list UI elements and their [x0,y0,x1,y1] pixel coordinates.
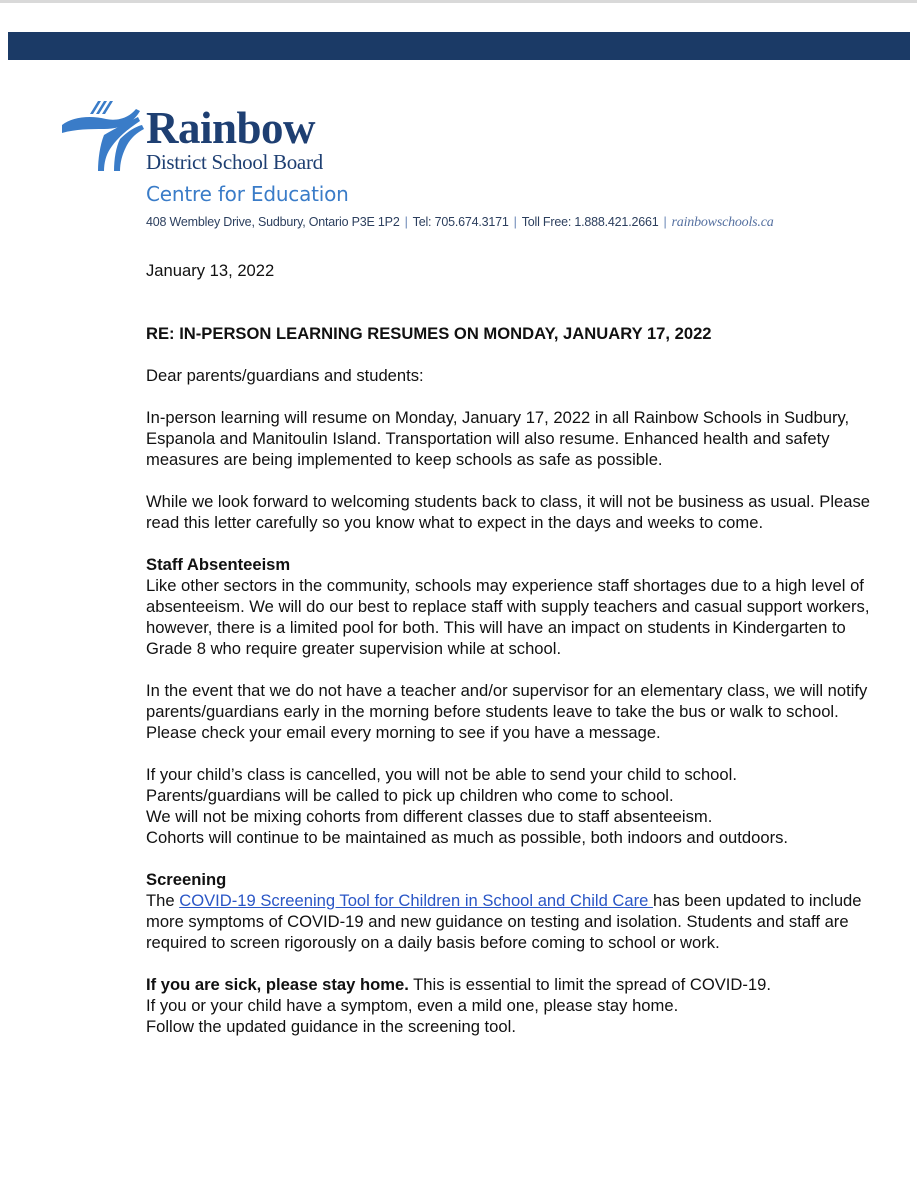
letter-subject: RE: IN-PERSON LEARNING RESUMES ON MONDAY, JANUARY 17, 2022 [146,324,712,343]
staff-line-4: Cohorts will continue to be maintained as much as possible, both indoors and outdoors. [146,828,789,847]
staff-lines [146,764,876,848]
staff-line-2: Parents/guardians will be called to pick up children who come to school. [146,786,674,805]
screening-tool-link[interactable]: COVID-19 Screening Tool for Children in School and Child Care [179,891,653,910]
rainbow-logo-icon [60,95,146,175]
paragraph-resume: In-person learning will resume on Monday, January 17, 2022 in all Rainbow Schools in Sudbury, Espanola and Manitoulin Island. Transportation will also resume. Enhanced health and safety measures are being implemented to keep schools as safe as possible. [146,408,850,469]
sick-line-3: Follow the updated guidance in the screening tool. [146,1017,516,1036]
staff-line-1: If your child’s class is cancelled, you will not be able to send your child to school. [146,765,737,784]
header-banner [8,32,910,60]
salutation: Dear parents/guardians and students: [146,366,424,385]
letter-date: January 13, 2022 [146,261,275,280]
address: 408 Wembley Drive, Sudbury, Ontario P3E 1P2 [146,215,400,229]
screening-post: has been updated to include more symptoms of COVID-19 and new guidance on testing and isolation. Students and staff are required to screen rigorously on a daily basis before coming to school or work. [146,891,862,952]
sick-bold: If you are sick, please stay home. [146,975,409,994]
org-subtitle: District School Board [146,150,323,174]
letter-body [146,260,876,1058]
toll-free: Toll Free: 1.888.421.2661 [521,215,659,229]
staff-heading: Staff Absenteeism [146,555,291,574]
website: rainbowschools.ca [671,215,774,230]
top-border [0,0,917,3]
address-line: 408 Wembley Drive, Sudbury, Ontario P3E 1P2 | Tel: 705.674.3171 | Toll Free: 1.888.421.2661 | rainbowschools.ca [146,215,774,230]
screening-pre: The [146,891,180,910]
org-logotype [146,103,323,174]
paragraph-expectations: While we look forward to welcoming students back to class, it will not be business as usual. Please read this letter carefully so you know what to expect in the days and weeks to come. [146,492,871,532]
section-staff [146,554,876,659]
staff-paragraph-2: In the event that we do not have a teacher and/or supervisor for an elementary class, we will notify parents/guardians early in the morning before students leave to take the bus or walk to school. Please check your email every morning to see if you have a message. [146,681,868,742]
staff-paragraph-1: Like other sectors in the community, schools may experience staff shortages due to a high level of absenteeism. We will do our best to replace staff with supply teachers and casual support workers, however, there is a limited pool for both. This will have an impact on students in Kindergarten to Grade 8 who require greater supervision while at school. [146,576,870,658]
screening-heading: Screening [146,870,227,889]
section-sick [146,974,876,1037]
org-name: Rainbow [146,103,316,153]
sick-rest: This is essential to limit the spread of COVID-19. [408,975,771,994]
centre-name: Centre for Education [146,182,349,206]
staff-line-3: We will not be mixing cohorts from different classes due to staff absenteeism. [146,807,713,826]
telephone: Tel: 705.674.3171 [412,215,509,229]
sick-line-2: If you or your child have a symptom, even a mild one, please stay home. [146,996,679,1015]
section-screening [146,869,876,953]
